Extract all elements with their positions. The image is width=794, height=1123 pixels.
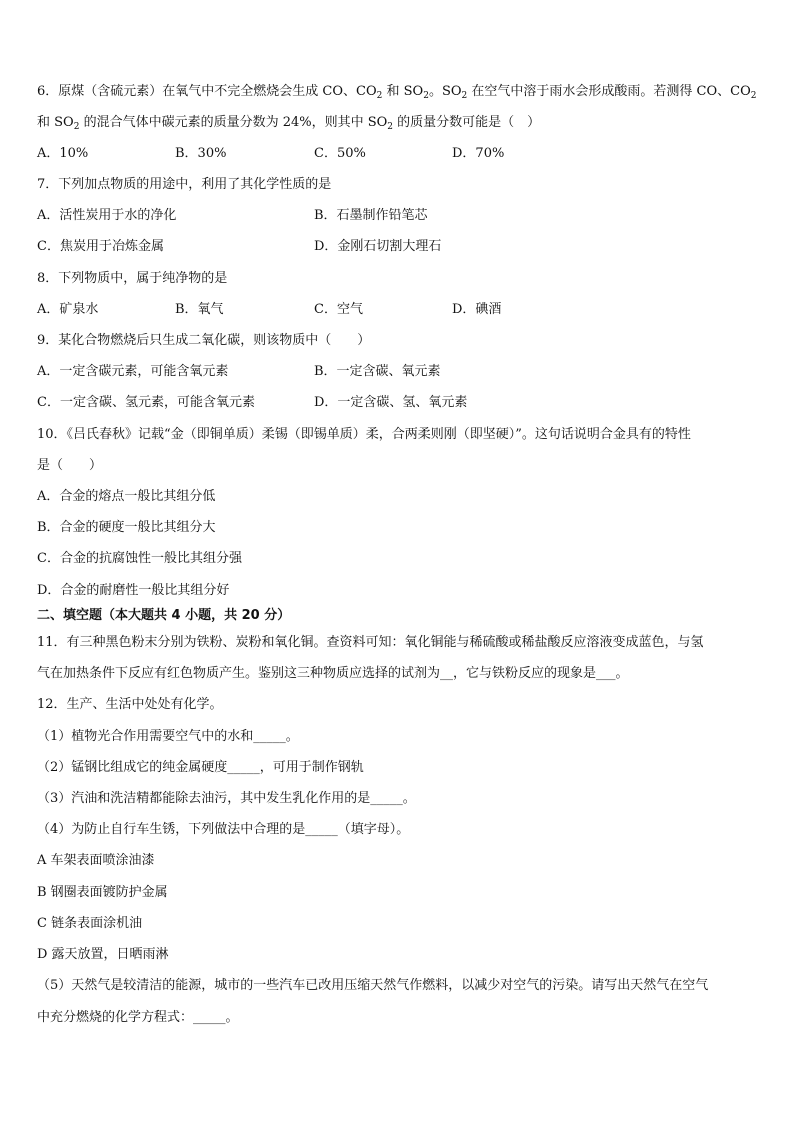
q12-choice-a[interactable]: A 车架表面喷涂油漆 bbox=[37, 853, 155, 868]
q6-option-c[interactable]: C．50% bbox=[314, 146, 366, 161]
q8-option-b[interactable]: B．氧气 bbox=[175, 302, 224, 317]
q9-option-c[interactable]: C．一定含碳、氢元素，可能含氧元素 bbox=[37, 395, 255, 410]
q6-option-b[interactable]: B．30% bbox=[175, 146, 227, 161]
q9-option-d[interactable]: D．一定含碳、氢、氧元素 bbox=[314, 395, 468, 410]
q7-option-a[interactable]: A．活性炭用于水的净化 bbox=[37, 208, 177, 223]
subscript: 2 bbox=[376, 91, 383, 101]
section-heading: 二、填空题（本大题共 4 小题，共 20 分） bbox=[37, 608, 291, 623]
q11-stem-line2: 气在加热条件下反应有红色物质产生。鉴别这三种物质应选择的试剂为__，它与铁粉反应的现象是___。 bbox=[37, 666, 629, 681]
q7-stem: 7．下列加点物质的用途中，利用了其化学性质的是 bbox=[37, 177, 332, 192]
q6-text: 。SO bbox=[428, 84, 462, 99]
q9-option-b[interactable]: B．一定含碳、氧元素 bbox=[314, 364, 441, 379]
q12-sub1: （1）植物光合作用需要空气中的水和_____。 bbox=[37, 729, 299, 744]
q9-option-a[interactable]: A．一定含碳元素，可能含氧元素 bbox=[37, 364, 229, 379]
q7-option-c[interactable]: C．焦炭用于冶炼金属 bbox=[37, 239, 164, 254]
q6-text: 的质量分数可能是（ ） bbox=[393, 115, 541, 130]
q8-option-c[interactable]: C．空气 bbox=[314, 302, 363, 317]
q12-sub2: （2）锰钢比组成它的纯金属硬度_____，可用于制作钢轨 bbox=[37, 760, 364, 775]
q11-stem-line1: 11．有三种黑色粉末分别为铁粉、炭粉和氧化铜。查资料可知：氧化铜能与稀硫酸或稀盐酸反应溶液变成蓝色，与氢 bbox=[37, 635, 704, 650]
subscript: 2 bbox=[461, 91, 468, 101]
q6-option-a[interactable]: A．10% bbox=[37, 146, 89, 161]
q10-stem-line2: 是（ ） bbox=[37, 458, 103, 473]
q6-option-d[interactable]: D．70% bbox=[452, 146, 505, 161]
q6-text: 在空气中溶于雨水会形成酸雨。若测得 CO、CO bbox=[467, 84, 751, 99]
q8-stem: 8．下列物质中，属于纯净物的是 bbox=[37, 271, 228, 286]
q6-text: 6．原煤（含硫元素）在氧气中不完全燃烧会生成 CO、CO bbox=[37, 84, 377, 99]
q9-stem: 9．某化合物燃烧后只生成二氧化碳，则该物质中（ ） bbox=[37, 333, 371, 348]
q12-choice-d[interactable]: D 露天放置，日晒雨淋 bbox=[37, 947, 169, 962]
q10-option-b[interactable]: B．合金的硬度一般比其组分大 bbox=[37, 520, 216, 535]
q6-stem-line1 bbox=[37, 84, 756, 100]
q12-sub3: （3）汽油和洗洁精都能除去油污，其中发生乳化作用的是_____。 bbox=[37, 791, 416, 806]
q12-sub5-line1: （5）天然气是较清洁的能源，城市的一些汽车已改用压缩天然气作燃料，以减少对空气的污染。请写出天然气在空气 bbox=[37, 978, 709, 993]
q7-option-b[interactable]: B．石墨制作铅笔芯 bbox=[314, 208, 428, 223]
subscript: 2 bbox=[387, 122, 394, 132]
q8-option-a[interactable]: A．矿泉水 bbox=[37, 302, 99, 317]
q6-text: 的混合气体中碳元素的质量分数为 24%，则其中 SO bbox=[79, 115, 388, 130]
q12-stem: 12．生产、生活中处处有化学。 bbox=[37, 697, 223, 712]
subscript: 2 bbox=[750, 91, 757, 101]
q12-sub4: （4）为防止自行车生锈，下列做法中合理的是_____（填字母）。 bbox=[37, 822, 410, 837]
q12-choice-c[interactable]: C 链条表面涂机油 bbox=[37, 916, 143, 931]
subscript: 2 bbox=[423, 91, 429, 101]
q12-choice-b[interactable]: B 钢圈表面镀防护金属 bbox=[37, 885, 168, 900]
subscript: 2 bbox=[73, 122, 80, 132]
q10-option-c[interactable]: C．合金的抗腐蚀性一般比其组分强 bbox=[37, 551, 242, 566]
q10-option-a[interactable]: A．合金的熔点一般比其组分低 bbox=[37, 489, 216, 504]
q10-stem-line1: 10．《吕氏春秋》记载“金（即铜单质）柔锡（即锡单质）柔，合两柔则刚（即坚硬）”。这句话说明合金具有的特性 bbox=[37, 427, 691, 442]
q10-option-d[interactable]: D．合金的耐磨性一般比其组分好 bbox=[37, 583, 230, 598]
q6-stem-line2 bbox=[37, 115, 540, 131]
q7-option-d[interactable]: D．金刚石切割大理石 bbox=[314, 239, 442, 254]
q12-sub5-line2: 中充分燃烧的化学方程式：_____。 bbox=[37, 1010, 239, 1025]
q6-text: 和 SO bbox=[37, 115, 74, 130]
q8-option-d[interactable]: D．碘酒 bbox=[452, 302, 502, 317]
q6-text: 和 SO bbox=[382, 84, 424, 99]
